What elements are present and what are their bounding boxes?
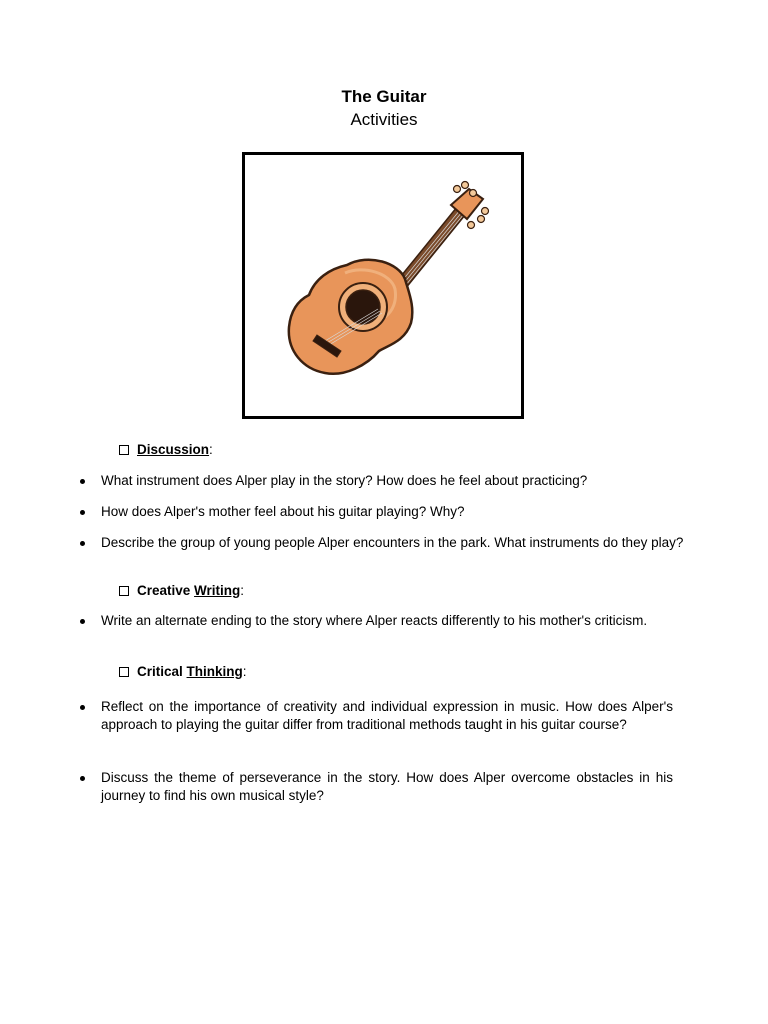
section-heading-prefix: Creative	[137, 583, 195, 598]
section-heading-title: Thinking	[186, 664, 243, 679]
section-heading-colon: :	[209, 442, 213, 457]
document-title: The Guitar	[341, 87, 427, 106]
list-item: Discuss the theme of perseverance in the story. How does Alper overcome obstacles in his journey to find his own musical style?	[101, 770, 673, 803]
guitar-icon	[245, 155, 521, 416]
checkbox[interactable]	[119, 667, 129, 677]
section-heading-colon: :	[240, 583, 245, 598]
section-heading-colon: :	[242, 664, 247, 679]
section-heading-discussion	[119, 441, 213, 459]
list-item: What instrument does Alper play in the story? How does he feel about practicing?	[101, 473, 588, 488]
list-item: Reflect on the importance of creativity and individual expression in music. How does Alper's approach to playing the guitar differ from traditional methods taught in his guitar course?	[101, 699, 673, 732]
section-heading-prefix: Critical	[137, 664, 187, 679]
guitar-image-frame	[242, 152, 524, 419]
list-item: How does Alper's mother feel about his guitar playing? Why?	[101, 504, 465, 519]
list-item: Write an alternate ending to the story where Alper reacts differently to his mother's criticism.	[101, 613, 648, 628]
section-heading-title: Discussion	[137, 442, 210, 457]
checkbox[interactable]	[119, 445, 129, 455]
list-item: Describe the group of young people Alper encounters in the park. What instruments do they play?	[101, 535, 684, 550]
section-heading-creative-writing	[119, 582, 244, 600]
section-heading-critical-thinking	[119, 663, 247, 681]
checkbox[interactable]	[119, 586, 129, 596]
section-heading-title: Writing	[194, 583, 241, 598]
document-subtitle: Activities	[350, 110, 418, 129]
